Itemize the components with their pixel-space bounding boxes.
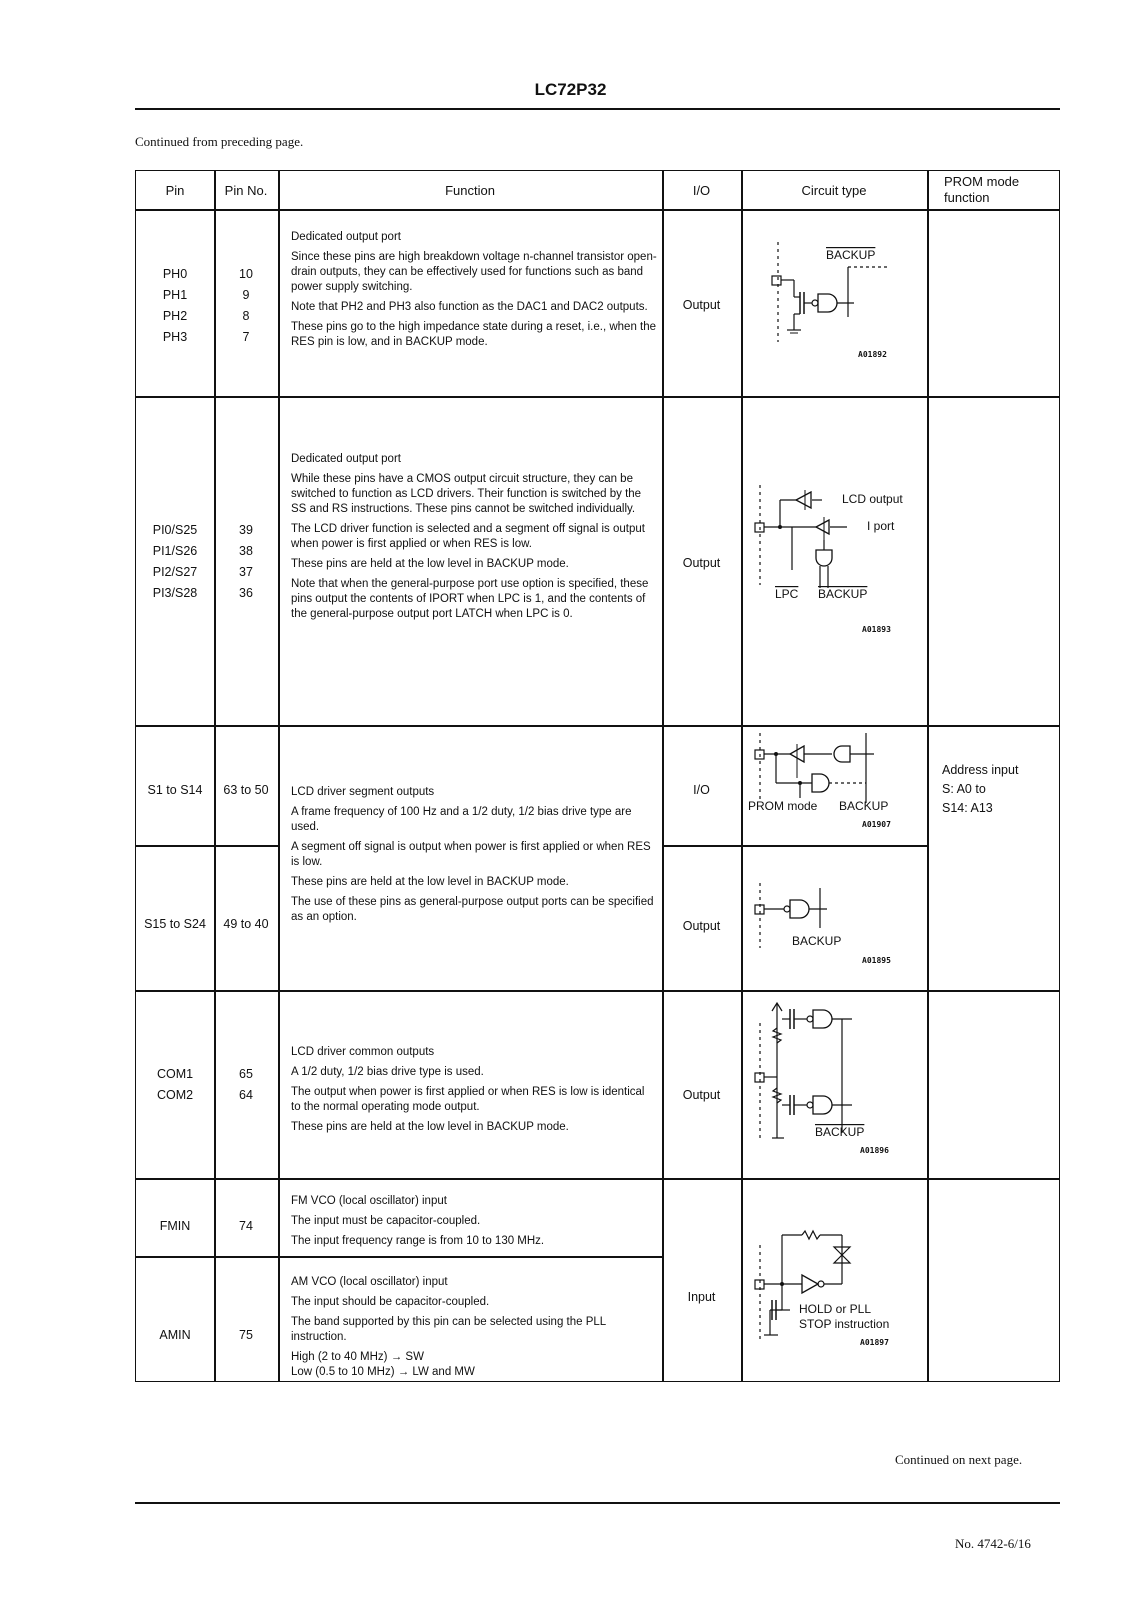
function-line: Dedicated output port bbox=[291, 231, 401, 243]
header-divider bbox=[135, 209, 1060, 211]
function-line: FM VCO (local oscillator) input bbox=[291, 1195, 447, 1207]
page-number: No. 4742-6/16 bbox=[955, 1536, 1031, 1551]
col-divider bbox=[214, 170, 216, 1382]
function-line: The input should be capacitor-coupled. bbox=[291, 1296, 490, 1308]
function-line: The input must be capacitor-coupled. bbox=[291, 1215, 481, 1227]
pin-number-amin: 75 bbox=[239, 1328, 253, 1342]
pin-name: COM1 bbox=[156, 1067, 194, 1081]
function-line: The input frequency range is from 10 to 130 MHz. bbox=[291, 1235, 545, 1247]
pin-number: 9 bbox=[242, 288, 250, 302]
function-amin bbox=[291, 1275, 657, 1385]
function-ph bbox=[291, 230, 657, 355]
circuit-label: LCD output bbox=[842, 492, 903, 506]
circuit-s1 bbox=[742, 728, 926, 844]
pin-numbers-com bbox=[214, 1064, 278, 1106]
io-pi: Output bbox=[682, 556, 721, 570]
circuit-s15 bbox=[742, 848, 926, 988]
pin-name-s15: S15 to S24 bbox=[144, 917, 206, 931]
row-divider bbox=[135, 1178, 1060, 1180]
function-line: These pins are held at the low level in BACKUP mode. bbox=[291, 876, 569, 888]
circuit-code: A01897 bbox=[860, 1338, 889, 1347]
col-divider bbox=[278, 170, 280, 1382]
function-line: A 1/2 duty, 1/2 bias drive type is used. bbox=[291, 1066, 484, 1078]
title-rule bbox=[135, 108, 1060, 110]
circuit-code: A01907 bbox=[862, 820, 891, 829]
function-line: Note that when the general-purpose port use option is specified, these pins output the contents of IPORT when LPC is 1, and the contents of the general-purpose output port LATCH when LPC is 0. bbox=[291, 578, 649, 620]
prom-line: S: A0 to bbox=[942, 782, 986, 796]
pin-name-amin: AMIN bbox=[159, 1328, 191, 1342]
function-line: LCD driver segment outputs bbox=[291, 786, 435, 798]
pin-number: 10 bbox=[239, 267, 253, 281]
header-pin: Pin bbox=[165, 183, 185, 198]
header-circuit-type: Circuit type bbox=[801, 183, 867, 198]
function-line: A segment off signal is output when power is first applied or when RES is low. bbox=[291, 841, 651, 868]
function-line: The LCD driver function is selected and a segment off signal is output when power is first applied or when RES is low. bbox=[291, 523, 645, 550]
circuit-label: BACKUP bbox=[826, 248, 876, 262]
pin-number: 7 bbox=[242, 330, 250, 344]
circuit-input bbox=[742, 1225, 926, 1370]
pin-number: 39 bbox=[239, 523, 253, 537]
circuit-code: A01895 bbox=[862, 956, 891, 965]
function-line: Dedicated output port bbox=[291, 453, 401, 465]
function-line: These pins are held at the low level in BACKUP mode. bbox=[291, 1121, 569, 1133]
pin-number-fmin: 74 bbox=[239, 1219, 253, 1233]
pin-name: PI2/S27 bbox=[152, 565, 198, 579]
prom-line: S14: A13 bbox=[942, 801, 993, 815]
io-s1: I/O bbox=[693, 783, 710, 797]
pin-names-pi bbox=[135, 520, 215, 604]
function-line: Since these pins are high breakdown voltage n-channel transistor open-drain outputs, they can be effectively used for functions such as band power supply switching. bbox=[291, 251, 657, 293]
function-line: The band supported by this pin can be selected using the PLL instruction. bbox=[291, 1316, 606, 1343]
circuit-code: A01896 bbox=[860, 1146, 889, 1155]
pin-name: PI0/S25 bbox=[152, 523, 198, 537]
header-prom-mode: PROM mode function bbox=[944, 174, 1020, 205]
io-input: Input bbox=[687, 1290, 716, 1304]
function-pi bbox=[291, 452, 657, 627]
pin-number: 38 bbox=[239, 544, 253, 558]
circuit-code: A01893 bbox=[862, 625, 891, 634]
prom-s1 bbox=[942, 761, 1018, 818]
function-line: While these pins have a CMOS output circuit structure, they can be switched to function as LCD drivers. Their function is switched by the SS and RS instructions. These pins cannot be switched individually. bbox=[291, 473, 642, 515]
circuit-label: BACKUP bbox=[818, 587, 868, 601]
circuit-label: LPC bbox=[775, 587, 799, 601]
pin-name: PH1 bbox=[162, 288, 188, 302]
header-pin-no: Pin No. bbox=[224, 183, 268, 198]
function-line: These pins are held at the low level in BACKUP mode. bbox=[291, 558, 569, 570]
function-line: LCD driver common outputs bbox=[291, 1046, 435, 1058]
pin-name: PI1/S26 bbox=[152, 544, 198, 558]
document-title: LC72P32 bbox=[534, 80, 607, 99]
pin-names-ph bbox=[135, 264, 215, 348]
circuit-label: STOP instruction bbox=[799, 1317, 890, 1331]
circuit-com bbox=[742, 993, 926, 1175]
footer-rule bbox=[135, 1502, 1060, 1504]
pin-name-s1: S1 to S14 bbox=[147, 783, 203, 797]
pin-name-fmin: FMIN bbox=[159, 1219, 191, 1233]
pin-number: 65 bbox=[239, 1067, 253, 1081]
circuit-label: HOLD or PLL bbox=[799, 1302, 872, 1316]
function-line: Low (0.5 to 10 MHz) → LW and MW bbox=[291, 1366, 475, 1378]
pin-name: PH0 bbox=[162, 267, 188, 281]
function-line: These pins go to the high impedance state during a reset, i.e., when the RES pin is low, and in BACKUP mode. bbox=[291, 321, 657, 348]
pin-name: PI3/S28 bbox=[152, 586, 198, 600]
pin-number: 36 bbox=[239, 586, 253, 600]
pin-name: PH3 bbox=[162, 330, 188, 344]
function-line: High (2 to 40 MHz) → SW bbox=[291, 1351, 424, 1363]
continued-from-note: Continued from preceding page. bbox=[135, 134, 304, 149]
circuit-label: I port bbox=[867, 519, 895, 533]
col-divider bbox=[927, 170, 929, 1382]
pin-name: PH2 bbox=[162, 309, 188, 323]
pin-number: 37 bbox=[239, 565, 253, 579]
prom-line: Address input bbox=[942, 763, 1019, 777]
row-divider bbox=[135, 845, 279, 847]
io-s15: Output bbox=[682, 919, 721, 933]
pin-number-s15: 49 to 40 bbox=[223, 917, 269, 931]
function-s bbox=[291, 785, 657, 930]
pin-names-com bbox=[135, 1064, 215, 1106]
header-function: Function bbox=[445, 183, 495, 198]
circuit-label: BACKUP bbox=[815, 1125, 865, 1139]
row-divider bbox=[135, 725, 1060, 727]
row-divider bbox=[135, 396, 1060, 398]
function-line: The output when power is first applied or when RES is low is identical to the normal operating mode output. bbox=[291, 1086, 645, 1113]
circuit-label: BACKUP bbox=[792, 934, 842, 948]
function-line: AM VCO (local oscillator) input bbox=[291, 1276, 448, 1288]
io-com: Output bbox=[682, 1088, 721, 1102]
continued-on-note: Continued on next page. bbox=[895, 1452, 1023, 1467]
circuit-code: A01892 bbox=[858, 350, 887, 359]
function-line: A frame frequency of 100 Hz and a 1/2 duty, 1/2 bias drive type are used. bbox=[291, 806, 632, 833]
circuit-label: BACKUP bbox=[839, 799, 889, 813]
circuit-label: PROM mode bbox=[748, 799, 818, 813]
function-com bbox=[291, 1045, 657, 1140]
col-divider bbox=[662, 170, 664, 1382]
function-line: The use of these pins as general-purpose output ports can be specified as an option. bbox=[291, 896, 654, 923]
function-line: Note that PH2 and PH3 also function as the DAC1 and DAC2 outputs. bbox=[291, 301, 648, 313]
circuit-ph bbox=[742, 212, 926, 394]
pin-numbers-pi bbox=[214, 520, 278, 604]
function-fmin bbox=[291, 1194, 657, 1254]
pin-number: 8 bbox=[242, 309, 250, 323]
circuit-pi bbox=[742, 470, 926, 650]
io-ph: Output bbox=[682, 298, 721, 312]
pin-name: COM2 bbox=[156, 1088, 194, 1102]
header-io: I/O bbox=[692, 183, 711, 198]
row-divider bbox=[135, 1256, 664, 1258]
pin-number-s1: 63 to 50 bbox=[223, 783, 269, 797]
row-divider bbox=[135, 990, 1060, 992]
pin-number: 64 bbox=[239, 1088, 253, 1102]
row-divider bbox=[662, 845, 928, 847]
pin-numbers-ph bbox=[214, 264, 278, 348]
